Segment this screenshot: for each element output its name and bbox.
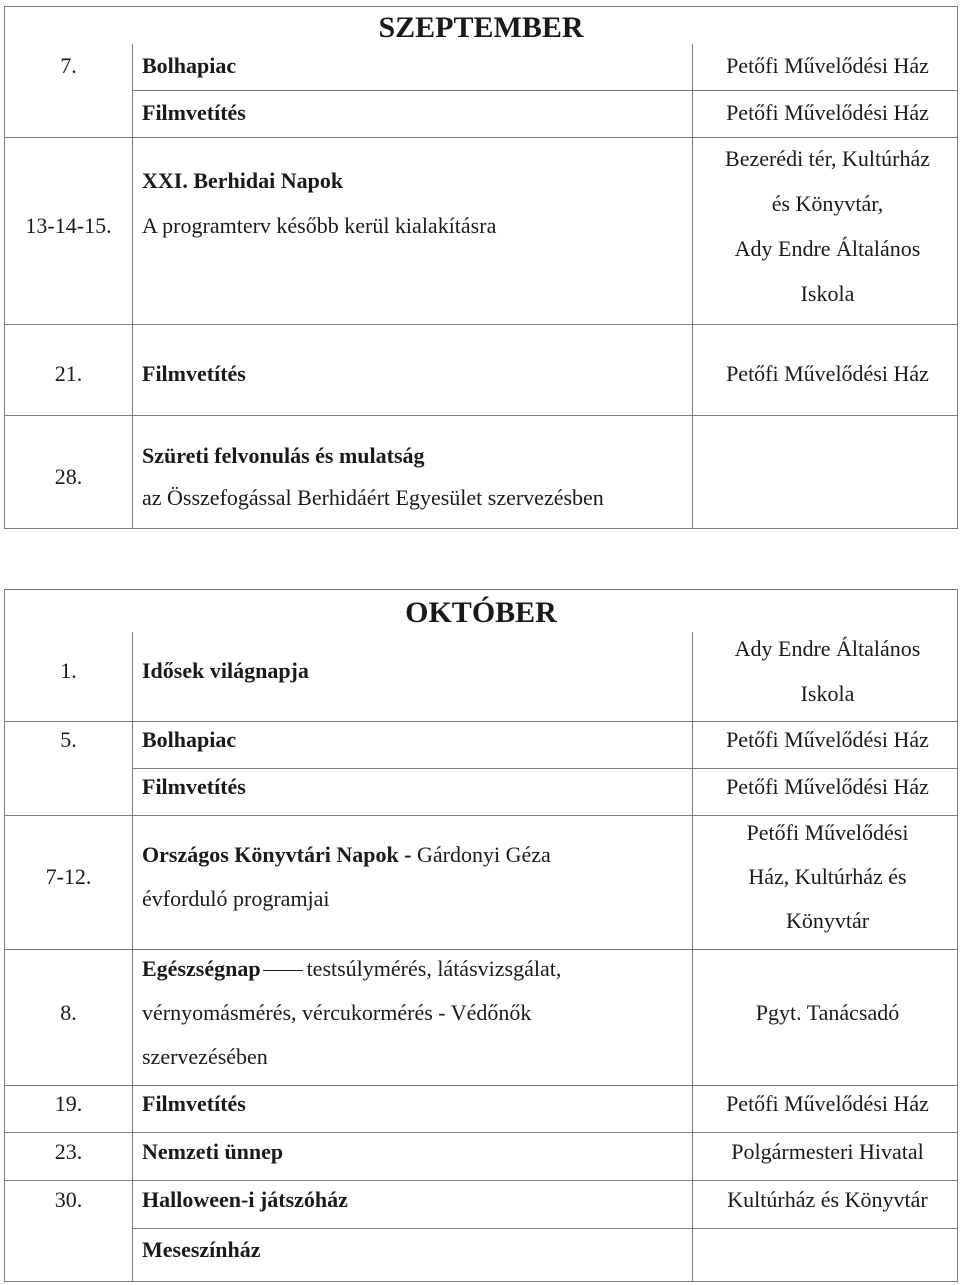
event-name: Idősek világnapja: [142, 658, 309, 683]
event-name: XXI. Berhidai Napok: [142, 168, 344, 193]
event-location: Polgármesteri Hivatal: [731, 1139, 924, 1164]
day-number: 30.: [54, 1187, 83, 1212]
event-location: Pgyt. Tanácsadó: [755, 1000, 900, 1025]
day-number: 8.: [60, 1000, 77, 1025]
october-table: [4, 589, 958, 1282]
event-location: Petőfi Művelődési Ház: [726, 53, 929, 78]
event-name: Halloween-i játszóház: [142, 1187, 348, 1212]
event-location: Kultúrház és Könyvtár: [727, 1187, 928, 1212]
day-number: 1.: [60, 658, 77, 683]
col-divider: [692, 632, 693, 1282]
event-location-line: Könyvtár: [785, 908, 870, 933]
em-dash: [263, 970, 303, 971]
event-name: Országos Könyvtári Napok -: [142, 842, 417, 867]
event-location: Petőfi Művelődési Ház: [726, 774, 929, 799]
event-name: Filmvetítés: [142, 774, 246, 799]
event-location: Petőfi Művelődési Ház: [726, 100, 929, 125]
event-location-line: Bezerédi tér, Kultúrház: [725, 146, 930, 171]
event-location: Petőfi Művelődési Ház: [726, 727, 929, 752]
event-location: Petőfi Művelődési Ház: [726, 1091, 929, 1116]
event-name: Meseszínház: [142, 1237, 261, 1262]
event-location-line: Ház, Kultúrház és: [748, 864, 907, 889]
event-detail: Gárdonyi Géza: [417, 842, 551, 867]
month-title: OKTÓBER: [405, 596, 557, 629]
month-title: SZEPTEMBER: [378, 11, 584, 44]
event-note: az Összefogással Berhidáért Egyesület szervezésben: [142, 485, 604, 510]
event-note: évforduló programjai: [142, 886, 330, 911]
day-number: 5.: [60, 727, 77, 752]
day-number: 28.: [54, 464, 83, 489]
row-divider: [5, 324, 957, 325]
col-divider: [692, 44, 693, 529]
event-location-line: Ady Endre Általános: [734, 636, 921, 661]
day-number: 23.: [54, 1139, 83, 1164]
event-note: szervezésében: [142, 1044, 268, 1069]
event-location-line: Iskola: [800, 681, 855, 706]
event-location: Petőfi Művelődési Ház: [726, 361, 929, 386]
col-divider: [132, 632, 133, 1282]
event-name: Egészségnap: [142, 956, 261, 981]
event-name: Filmvetítés: [142, 100, 246, 125]
day-number: 13-14-15.: [25, 213, 112, 238]
event-name: Nemzeti ünnep: [142, 1139, 284, 1164]
day-number: 21.: [54, 361, 83, 386]
day-number: 7.: [60, 53, 77, 78]
event-location-line: és Könyvtár,: [771, 191, 884, 216]
event-detail: testsúlymérés, látásvizsgálat,: [306, 956, 562, 981]
event-note: A programterv később kerül kialakításra: [142, 213, 497, 238]
day-number: 19.: [54, 1091, 83, 1116]
event-note: vérnyomásmérés, vércukormérés - Védőnők: [142, 1000, 532, 1025]
event-name: Filmvetítés: [142, 1091, 246, 1116]
event-name: Szüreti felvonulás és mulatság: [142, 443, 425, 468]
col-divider: [132, 44, 133, 529]
event-location-line: Petőfi Művelődési: [746, 820, 909, 845]
event-location-line: Ady Endre Általános: [734, 236, 921, 261]
event-line: [142, 946, 687, 991]
event-name: Bolhapiac: [142, 727, 237, 752]
row-divider: [5, 415, 957, 416]
event-name: Filmvetítés: [142, 361, 246, 386]
september-table: [4, 6, 958, 529]
event-line: [142, 832, 687, 877]
day-number: 7-12.: [45, 864, 92, 889]
event-name: Bolhapiac: [142, 53, 237, 78]
event-location-line: Iskola: [800, 281, 855, 306]
